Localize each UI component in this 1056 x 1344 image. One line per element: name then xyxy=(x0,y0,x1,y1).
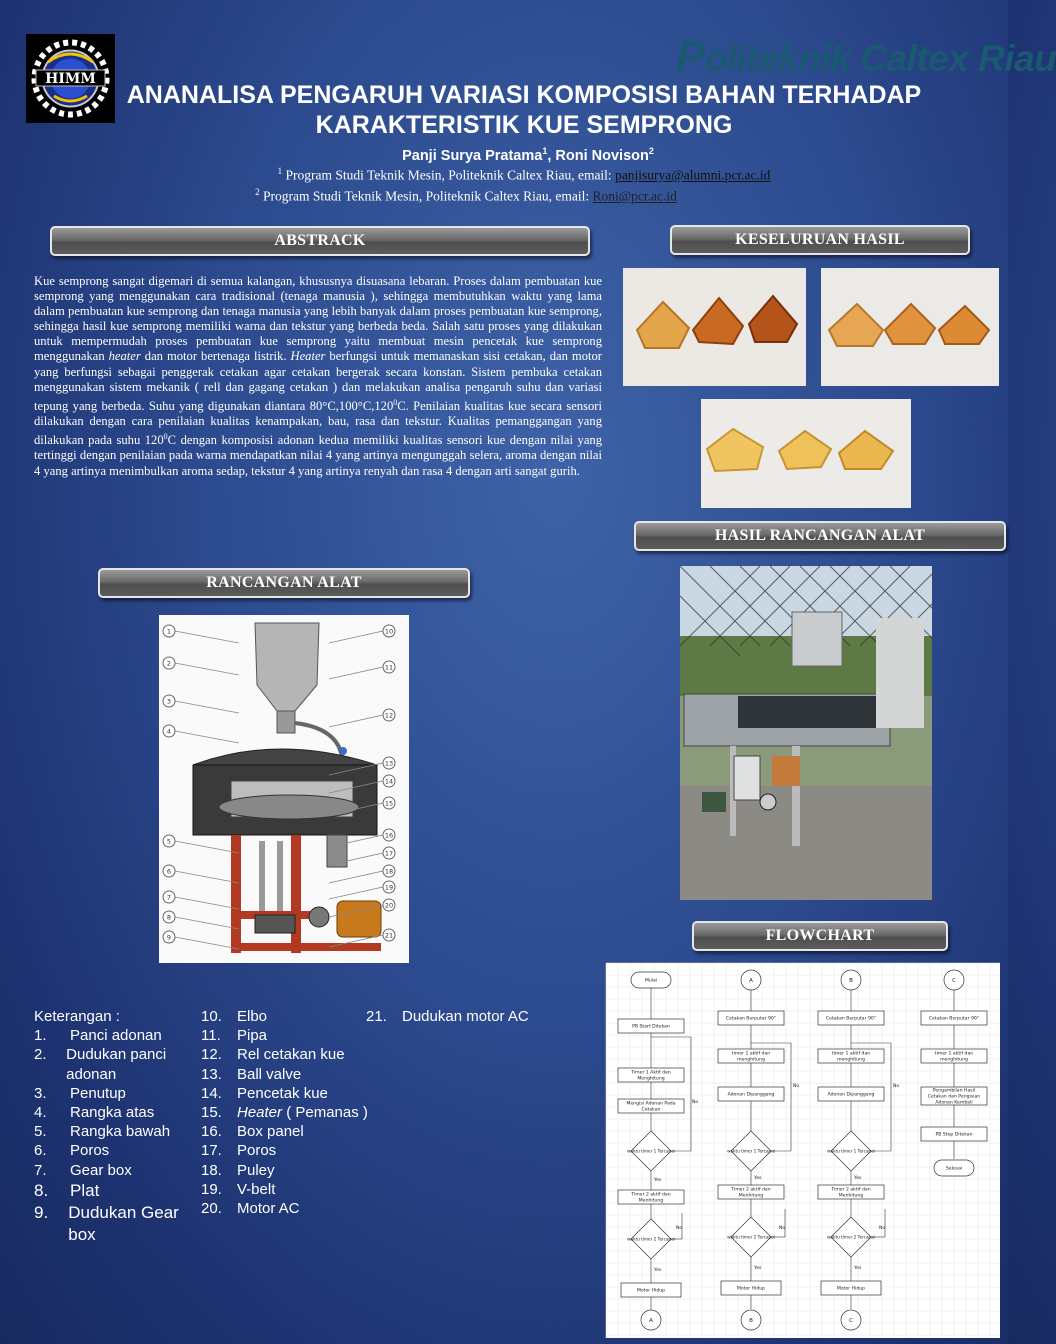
poster-title xyxy=(100,80,948,140)
affiliation-2-sup: 2 xyxy=(255,187,260,197)
legend-item-label: Gear box xyxy=(70,1161,132,1179)
flow-step-text: PB Stop Ditekan xyxy=(935,1132,973,1138)
flow-decision-text: waktu timer 1 Tercapai xyxy=(827,1148,875,1154)
legend-item-label: Puley xyxy=(237,1161,275,1179)
legend-item-number: 18. xyxy=(201,1161,222,1179)
legend-item-label: Dudukan panci adonan xyxy=(66,1046,167,1083)
title-line-1: ANANALISA PENGARUH VARIASI KOMPOSISI BAHAN TERHADAP xyxy=(126,81,922,109)
flow-yes-label: Yes xyxy=(654,1268,662,1273)
legend-item xyxy=(34,1141,204,1160)
legend-item-number: 15. xyxy=(201,1104,222,1122)
flow-no-label: No xyxy=(676,1226,683,1231)
diagram-callout xyxy=(163,891,239,909)
flow-step-text: Timer 2 aktif dan Menhitung xyxy=(631,1192,671,1204)
diagram-callout-number: 9 xyxy=(166,933,172,942)
legend-item xyxy=(366,1007,536,1026)
legend-item-number: 6. xyxy=(34,1142,47,1160)
cookie-photo-1 xyxy=(623,268,806,386)
diagram-callout-number: 6 xyxy=(166,867,172,876)
flow-step-text: Timer 1 Aktif dan Menghitung xyxy=(631,1070,671,1082)
flow-yes-label: Yes xyxy=(754,1266,762,1271)
legend-item-number: 10. xyxy=(201,1008,222,1025)
legend-item-label: Heater ( Pemanas ) xyxy=(237,1104,368,1122)
diagram-callout xyxy=(329,625,395,643)
flow-decision-text: waktu timer 2 Tercapai xyxy=(827,1234,875,1240)
flow-connector-a-text: A xyxy=(649,1317,653,1324)
legend-item-label: Dudukan motor AC xyxy=(402,1008,529,1025)
diagram-callout xyxy=(163,625,239,643)
legend-heading: Keterangan : xyxy=(34,1008,120,1025)
legend-item-label: V-belt xyxy=(237,1180,276,1198)
legend-item-number: 5. xyxy=(34,1123,47,1141)
legend-item-label: Dudukan Gear box xyxy=(68,1202,179,1244)
diagram-callout-number: 10 xyxy=(384,627,394,636)
legend-item xyxy=(201,1199,371,1218)
flow-step-text: timer 1 aktif dan menghitung xyxy=(934,1051,974,1063)
legend-item-label: Penutup xyxy=(70,1084,126,1102)
flow-no-label: No xyxy=(879,1226,886,1231)
legend-item-label: Box panel xyxy=(237,1123,304,1141)
diagram-callout xyxy=(329,865,395,883)
legend-item xyxy=(201,1180,371,1199)
legend-item xyxy=(34,1122,204,1141)
flow-step-text: timer 1 aktif dan menghitung xyxy=(731,1051,771,1063)
legend-item-label: Plat xyxy=(70,1180,100,1200)
diagram-callout-number: 15 xyxy=(384,799,394,808)
legend-item-number: 11. xyxy=(201,1027,221,1045)
machine-photo xyxy=(680,566,932,900)
cookie-photo-2 xyxy=(821,268,999,386)
legend-item xyxy=(34,1202,204,1246)
himm-logo-text: HIMM xyxy=(45,71,96,87)
legend-item-number: 4. xyxy=(34,1104,47,1122)
legend-item-label: Motor AC xyxy=(237,1200,300,1218)
abstract-part-3: berfungsi untuk memanaskan sisi cetakan, dan motor yang berfungsi sebagai penggerak cetakan agar cetakan bergerak secara konstan. Sistem pembuka cetakan menggunakan sistem mekanik ( rell dan gagang cetakan ) dan melakukan analisa pengaruh suhu dan variasi tepung yang berbeda. Suhu yang digunakan diantara 80°C,100°C,120 xyxy=(34,349,602,413)
legend-item xyxy=(201,1141,371,1160)
flow-no-label: No xyxy=(793,1084,800,1089)
abstract-part-5: C dengan komposisi adonan kedua memiliki kualitas sensori kue dengan nilai yang tertinggi dengan penilaian pada warna mendapatkan nilai 4 yang artinya mengunggah selera, aroma dengan nilai 4 yang artinya menimbulkan aroma sedap, tekstur 4 yang artinya renyah dan rasa 4 dengan arti sangat gurih. xyxy=(34,433,603,478)
diagram-callout-number: 19 xyxy=(384,883,394,892)
diagram-callout-number: 18 xyxy=(384,867,394,876)
flow-step-text: Timer 2 aktif dan Menhitung xyxy=(831,1187,871,1199)
legend-item-number: 9. xyxy=(34,1202,49,1222)
legend-heater-italic: Heater xyxy=(237,1104,283,1122)
flow-col2-top-text: A xyxy=(749,977,753,984)
flow-decision-text: waktu timer 2 Tercapai xyxy=(727,1234,775,1240)
legend-item-label: Pencetak kue xyxy=(237,1084,328,1102)
flow-col3-top-text: B xyxy=(849,977,853,984)
legend-item-number: 13. xyxy=(201,1065,222,1083)
diagram-callout xyxy=(163,911,239,929)
author-1-sup: 1 xyxy=(542,146,548,156)
diagram-callout-number: 16 xyxy=(384,831,394,840)
flowchart-banner: FLOWCHART xyxy=(692,921,948,951)
diagram-callout-number: 21 xyxy=(384,931,394,940)
diagram-callout xyxy=(163,931,239,949)
legend-item xyxy=(201,1161,371,1180)
flow-step-text: Cetakan Berputar 90° xyxy=(725,1016,777,1022)
tool-result-banner: HASIL RANCANGAN ALAT xyxy=(634,521,1006,551)
diagram-callout-number: 20 xyxy=(384,901,394,910)
flow-step-text: Cetakan Berputar 90° xyxy=(825,1016,877,1022)
affiliation-1-email[interactable]: panjisurya@alumni.pcr.ac.id xyxy=(615,167,771,183)
flow-connector-b-text: B xyxy=(749,1317,753,1324)
flow-step-text: Cetakan Berputar 90° xyxy=(928,1016,980,1022)
legend-column-2 xyxy=(201,1007,371,1218)
flow-col4-top-text: C xyxy=(952,977,956,984)
flow-yes-label: Yes xyxy=(854,1176,862,1181)
diagram-callout-number: 7 xyxy=(166,893,172,902)
diagram-callout-number: 11 xyxy=(384,663,394,672)
flowchart-image xyxy=(606,963,1000,1338)
diagram-callout-number: 5 xyxy=(166,837,172,846)
affiliation-2-email[interactable]: Roni@pcr.ac.id xyxy=(592,188,677,204)
legend-item xyxy=(201,1026,371,1045)
diagram-callout-number: 13 xyxy=(384,759,394,768)
flow-decision-text: waktu timer 1 Tercapai xyxy=(627,1148,675,1154)
legend-item-label: Poros xyxy=(237,1142,277,1160)
results-banner: KESELURUAN HASIL xyxy=(670,225,970,255)
legend-item-number: 1. xyxy=(34,1027,47,1045)
flow-step-text: Adonan Dipanggang xyxy=(727,1092,775,1098)
legend-item xyxy=(34,1180,204,1202)
flow-step-text: PB Start Ditekan xyxy=(632,1024,670,1030)
diagram-callout xyxy=(329,881,395,899)
diagram-callout-number: 2 xyxy=(166,659,172,668)
flow-decision-text: waktu timer 2 Tercapai xyxy=(627,1236,675,1242)
abstract-heater-1: heater xyxy=(108,349,141,364)
diagram-callout xyxy=(329,661,395,679)
diagram-callout-number: 14 xyxy=(384,777,394,786)
flow-step-text: Motor Hidup xyxy=(636,1288,666,1294)
flow-no-label: No xyxy=(779,1226,786,1231)
legend-item-label: Poros xyxy=(70,1142,110,1160)
legend-item xyxy=(34,1084,204,1103)
cookie-photo-3 xyxy=(701,399,911,508)
author-1: Panji Surya Pratama xyxy=(402,147,543,164)
flow-step-text: Adonan Dipanggang xyxy=(827,1092,875,1098)
machine-cad-diagram xyxy=(159,615,409,963)
diagram-callout-number: 8 xyxy=(166,913,172,922)
abstract-text xyxy=(34,274,602,479)
legend-item-label: Elbo xyxy=(237,1008,268,1025)
author-2-sup: 2 xyxy=(648,146,654,156)
abstract-heater-2: Heater xyxy=(290,349,326,364)
diagram-callout-number: 1 xyxy=(166,627,172,636)
affiliation-2-text: Program Studi Teknik Mesin, Politeknik Caltex Riau, email: xyxy=(259,188,593,204)
abstract-part-2: dan motor bertenaga listrik. xyxy=(140,349,291,364)
pcr-logo-text: oliteknik Caltex Riau xyxy=(704,38,1056,79)
title-line-2: KARAKTERISTIK KUE SEMPRONG xyxy=(315,111,733,139)
legend-item xyxy=(201,1045,371,1064)
flow-step-text: Motor Hidup xyxy=(836,1286,866,1292)
diagram-callout-number: 12 xyxy=(384,711,394,720)
author-2: Roni Novison xyxy=(555,147,649,164)
legend-item xyxy=(201,1007,371,1026)
legend-item-label: Rel cetakan kue xyxy=(237,1046,345,1064)
legend-item-number: 7. xyxy=(34,1161,47,1179)
diagram-callout-number: 4 xyxy=(166,727,172,736)
legend-item xyxy=(34,1045,204,1083)
diagram-callout xyxy=(163,835,239,853)
pcr-logo-p: P xyxy=(676,32,705,81)
legend-column-1 xyxy=(34,1007,204,1246)
diagram-callout xyxy=(163,695,239,713)
flow-yes-label: Yes xyxy=(754,1176,762,1181)
affiliation-1 xyxy=(174,166,874,184)
legend-item xyxy=(201,1103,371,1122)
design-banner: RANCANGAN ALAT xyxy=(98,568,470,598)
author-sep: , xyxy=(547,147,556,164)
legend-item-label: Ball valve xyxy=(237,1065,302,1083)
legend-item-number: 20. xyxy=(201,1200,222,1218)
affiliation-1-text: Program Studi Teknik Mesin, Politeknik Caltex Riau, email: xyxy=(282,167,616,183)
diagram-callout xyxy=(163,865,239,883)
legend-item xyxy=(201,1065,371,1084)
legend-item xyxy=(34,1026,204,1045)
legend-item-label: Rangka bawah xyxy=(70,1123,171,1141)
flow-no-label: No xyxy=(893,1084,900,1089)
legend-item xyxy=(34,1103,204,1122)
legend-item-number: 3. xyxy=(34,1084,47,1102)
abstract-part-4: C. Penilaian kualitas kue secara sensori dilakukan dengan cara penilaian kualitas kenampakan, bau, rasa dan tekstur. Kualitas pemanggangan yang dilakukan pada suhu 120 xyxy=(34,398,602,448)
flow-yes-label: Yes xyxy=(654,1178,662,1183)
flow-connector-c-text: C xyxy=(849,1317,853,1324)
abstract-part-1: Kue semprong sangat digemari di semua kalangan, khususnya disuasana lebaran. Proses dalam pembuatan kue semprong yang menggunakan cara tradisional (tenaga manusia ), sehingga membutuhkan waktu yang lama dalam pembuatan kue semprong dan tenaga manusia yang lebih banyak dalam proses pembuatan kue semprong, sehingga hasil kue semprong memiliki warna dan tekstur yang berbeda beda. Salah satu proses yang dilakukan untuk mempermudah proses pembuatan kue semprong yaitu membuat mesin pencetak kue semprong menggunakan xyxy=(34,274,602,364)
diagram-callout xyxy=(163,657,239,675)
legend-item-number: 14. xyxy=(201,1084,222,1102)
diagram-callout xyxy=(329,709,395,727)
affiliation-2 xyxy=(116,187,816,205)
legend-item-number: 21. xyxy=(366,1008,387,1025)
legend-item-number: 19. xyxy=(201,1180,222,1198)
legend-item xyxy=(201,1122,371,1141)
diagram-callout-number: 3 xyxy=(166,697,172,706)
flow-decision-text: waktu timer 1 Tercapai xyxy=(727,1148,775,1154)
flow-no-label: No xyxy=(692,1100,699,1105)
flow-step-text: timer 1 aktif dan menghitung xyxy=(831,1051,871,1063)
flow-end-text: Selesai xyxy=(945,1166,963,1172)
pcr-logo xyxy=(676,32,1056,81)
abstract-banner: ABSTRACK xyxy=(50,226,590,256)
legend-item-label: Panci adonan xyxy=(70,1027,162,1045)
legend-item-number: 16. xyxy=(201,1123,222,1141)
abstract-degree-2: 0 xyxy=(163,432,168,442)
legend-item-number: 17. xyxy=(201,1142,222,1160)
legend-item-number: 2. xyxy=(34,1046,47,1064)
legend-item-label: Rangka atas xyxy=(70,1104,155,1122)
abstract-degree-1: 0 xyxy=(393,397,398,407)
affiliation-1-sup: 1 xyxy=(277,166,283,176)
flow-step-text: Motor Hidup xyxy=(736,1286,766,1292)
diagram-callout-number: 17 xyxy=(384,849,394,858)
legend-item xyxy=(201,1084,371,1103)
flow-yes-label: Yes xyxy=(854,1266,862,1271)
flow-start-text: Mulai xyxy=(644,978,658,984)
authors xyxy=(300,146,756,164)
legend-column-3 xyxy=(366,1007,536,1026)
legend-item-label: Pipa xyxy=(237,1027,268,1045)
flow-step-text: Pengambilan Hasil Cetakan dan Pengisian Adonan Kembali xyxy=(927,1088,981,1106)
diagram-callout xyxy=(163,725,239,743)
legend-item-number: 8. xyxy=(34,1180,49,1200)
flow-step-text: Mengisi Adonan Pada Cetakan xyxy=(626,1101,676,1113)
legend-item xyxy=(34,1161,204,1180)
legend-item-number: 12. xyxy=(201,1046,222,1064)
flow-step-text: Timer 2 aktif dan Menhitung xyxy=(731,1187,771,1199)
